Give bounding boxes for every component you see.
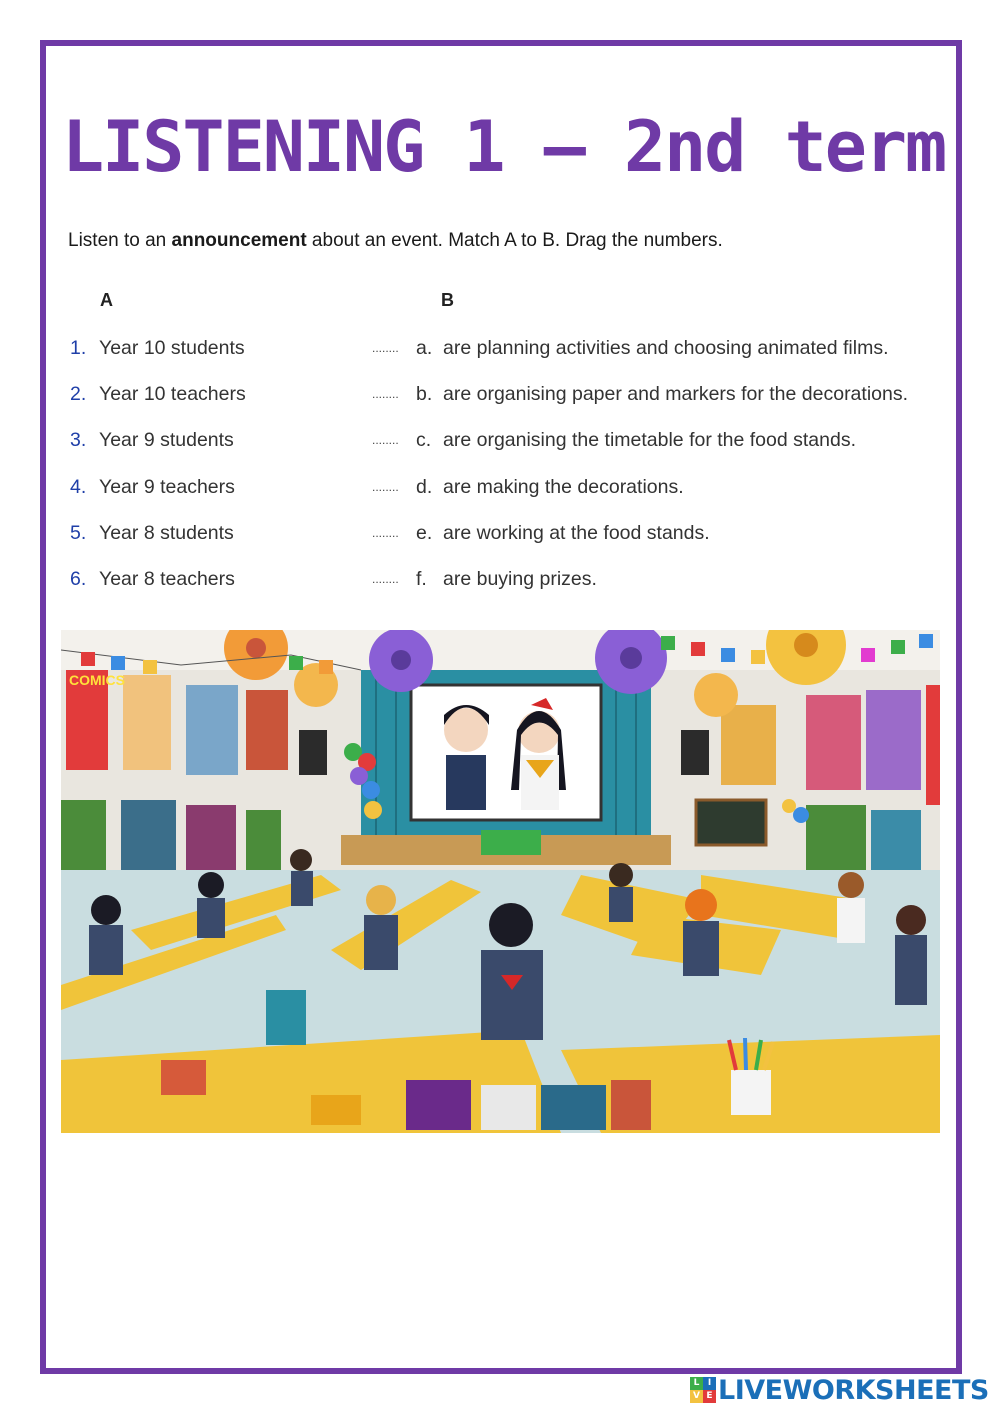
item-a-text: Year 10 teachers: [99, 383, 246, 405]
item-letter: e.: [416, 522, 433, 544]
item-letter: a.: [416, 337, 433, 359]
answer-drop-slot[interactable]: ........: [372, 387, 399, 401]
item-a-text: Year 10 students: [99, 337, 245, 359]
item-b-text: are organising the timetable for the food stands.: [443, 429, 857, 451]
answer-drop-slot[interactable]: ........: [372, 480, 399, 494]
item-b-text: are making the decorations.: [443, 476, 684, 498]
item-number: 3.: [70, 429, 87, 451]
answer-drop-slot[interactable]: ........: [372, 433, 399, 447]
item-a-text: Year 9 students: [99, 429, 234, 451]
item-a-text: Year 8 students: [99, 522, 234, 544]
instructions: [68, 228, 948, 254]
item-number: 2.: [70, 383, 87, 405]
item-a-text: Year 9 teachers: [99, 476, 235, 498]
item-a-text: Year 8 teachers: [99, 568, 235, 590]
item-b-text: are buying prizes.: [443, 568, 597, 590]
item-number: 6.: [70, 568, 87, 590]
match-row: [0, 379, 1000, 409]
item-letter: b.: [416, 383, 433, 405]
column-a-heading: A: [100, 290, 113, 310]
answer-drop-slot[interactable]: ........: [372, 572, 399, 586]
liveworksheets-logo-text: LIVEWORKSHEETS: [718, 1374, 989, 1406]
match-row: [0, 472, 1000, 502]
liveworksheets-logo-icon: L I V E: [690, 1377, 716, 1403]
answer-drop-slot[interactable]: ........: [372, 341, 399, 355]
item-letter: d.: [416, 476, 433, 498]
instructions-pre: Listen to an: [68, 230, 172, 251]
answer-drop-slot[interactable]: ........: [372, 526, 399, 540]
column-b-heading: B: [441, 290, 454, 310]
match-row: [0, 564, 1000, 594]
item-number: 1.: [70, 337, 87, 359]
item-letter: c.: [416, 429, 432, 451]
match-row: [0, 333, 1000, 363]
school-festival-illustration: [61, 630, 940, 1133]
page-title: LISTENING 1 – 2nd term: [62, 106, 946, 188]
liveworksheets-logo: [690, 1373, 990, 1407]
item-b-text: are organising paper and markers for the decorations.: [443, 383, 909, 405]
item-number: 4.: [70, 476, 87, 498]
item-letter: f.: [416, 568, 427, 590]
item-b-text: are working at the food stands.: [443, 522, 710, 544]
instructions-bold: announcement: [171, 230, 307, 251]
match-row: [0, 425, 1000, 455]
poster-comics-text: COMICS: [69, 672, 125, 688]
item-b-text: are planning activities and choosing animated films.: [443, 337, 889, 359]
item-number: 5.: [70, 522, 87, 544]
match-row: [0, 518, 1000, 548]
instructions-post: about an event. Match A to B. Drag the numbers.: [306, 230, 723, 251]
